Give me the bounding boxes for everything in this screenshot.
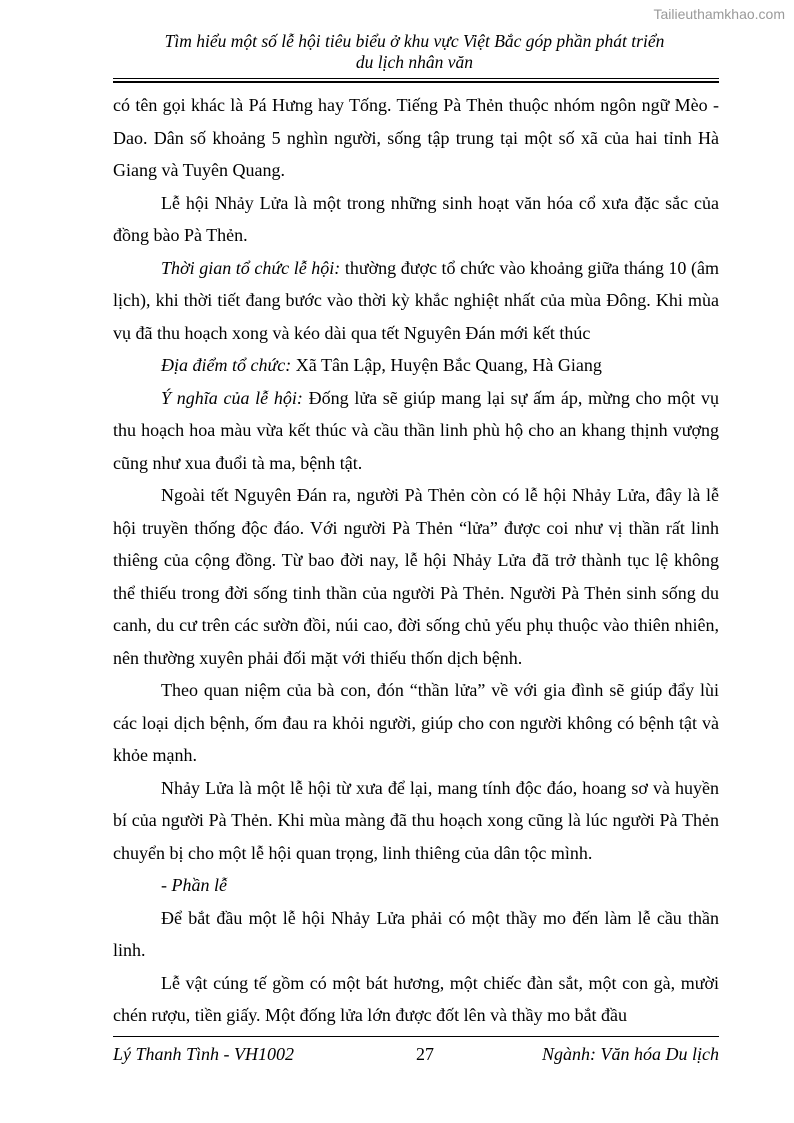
paragraph-label: Thời gian tổ chức lễ hội: — [161, 257, 341, 278]
header-title-line-1: Tìm hiểu một số lễ hội tiêu biểu ở khu vực Việt Bắc góp phần phát triển — [164, 31, 665, 51]
paragraph: Để bắt đầu một lễ hội Nhảy Lửa phải có một thầy mo đến làm lễ cầu thần linh. — [113, 907, 719, 960]
paragraph: Lễ vật cúng tế gồm có một bát hương, một chiếc đàn sắt, một con gà, mười chén rượu, tiền giấy. Một đống lửa lớn được đốt lên và thầy mo bắt đầu — [113, 972, 719, 1025]
section-heading: - Phần lễ — [161, 875, 227, 895]
paragraph-text: Xã Tân Lập, Huyện Bắc Quang, Hà Giang — [291, 355, 602, 375]
paragraph: Theo quan niệm của bà con, đón “thần lửa” về với gia đình sẽ giúp đẩy lùi các loại dịch bệnh, ốm đau ra khỏi người, giúp cho con người không có bệnh tật và khỏe mạnh. — [113, 680, 719, 765]
paragraph: Lễ hội Nhảy Lửa là một trong những sinh hoạt văn hóa cổ xưa đặc sắc của đồng bào Pà Thẻn. — [113, 192, 719, 245]
footer-divider — [113, 1036, 719, 1037]
header-divider-thin — [113, 78, 719, 79]
footer-major: Ngành: Văn hóa Du lịch — [542, 1044, 719, 1064]
paragraph-label: Ý nghĩa của lễ hội: — [161, 387, 303, 408]
paragraph: Nhảy Lửa là một lễ hội từ xưa để lại, mang tính độc đáo, hoang sơ và huyền bí của người Pà Thẻn. Khi mùa màng đã thu hoạch xong cũng là lúc người Pà Thẻn chuyển bị cho một lễ hội quan trọng, linh thiêng của dân tộc mình. — [113, 777, 719, 863]
paragraph: có tên gọi khác là Pá Hưng hay Tống. Tiếng Pà Thẻn thuộc nhóm ngôn ngữ Mèo - Dao. Dân số khoảng 5 nghìn người, sống tập trung tại một số xã của hai tỉnh Hà Giang và Tuyên Quang. — [113, 95, 719, 180]
paragraph-text: Đống lửa sẽ giúp mang lại sự ấm áp, mừng cho một vụ thu hoạch hoa màu vừa kết thúc và cầu thần linh phù hộ cho an khang thịnh vượng cũng như xua đuổi tà ma, bệnh tật. — [113, 387, 719, 473]
paragraph-label: Địa điểm tổ chức: — [161, 355, 292, 375]
paragraph-text: thường được tổ chức vào khoảng giữa tháng 10 (âm lịch), khi thời tiết đang bước vào thời kỳ khắc nghiệt nhất của mùa Đông. Khi mùa vụ đã thu hoạch xong và kéo dài qua tết Nguyên Đán mới kết thúc — [113, 257, 719, 343]
paragraph-location — [113, 349, 719, 382]
page-footer — [113, 1042, 719, 1066]
header-divider-thick — [113, 81, 719, 83]
paragraph-meaning — [113, 382, 719, 480]
footer-author: Lý Thanh Tình - VH1002 — [113, 1044, 295, 1064]
page-header — [113, 31, 716, 73]
paragraph: Ngoài tết Nguyên Đán ra, người Pà Thẻn còn có lễ hội Nhảy Lửa, đây là lễ hội truyền thống độc đáo. Với người Pà Thẻn “lửa” được coi như vị thần rất linh thiêng của cộng đồng. Từ bao đời nay, lễ hội Nhảy Lửa đã trở thành tục lệ không thể thiếu trong đời sống tinh thần của người Pà Thẻn. Người Pà Thẻn sinh sống du canh, du cư trên các sườn đồi, núi cao, đời sống chủ yếu phụ thuộc vào thiên nhiên, nên thường xuyên phải đối mặt với thiếu thốn dịch bệnh. — [113, 485, 719, 668]
watermark-text: Tailieuthamkhao.com — [653, 6, 785, 22]
header-title-line-2: du lịch nhân văn — [355, 52, 474, 72]
page-number: 27 — [416, 1044, 434, 1064]
document-body — [113, 89, 719, 1032]
paragraph-time — [113, 252, 719, 350]
